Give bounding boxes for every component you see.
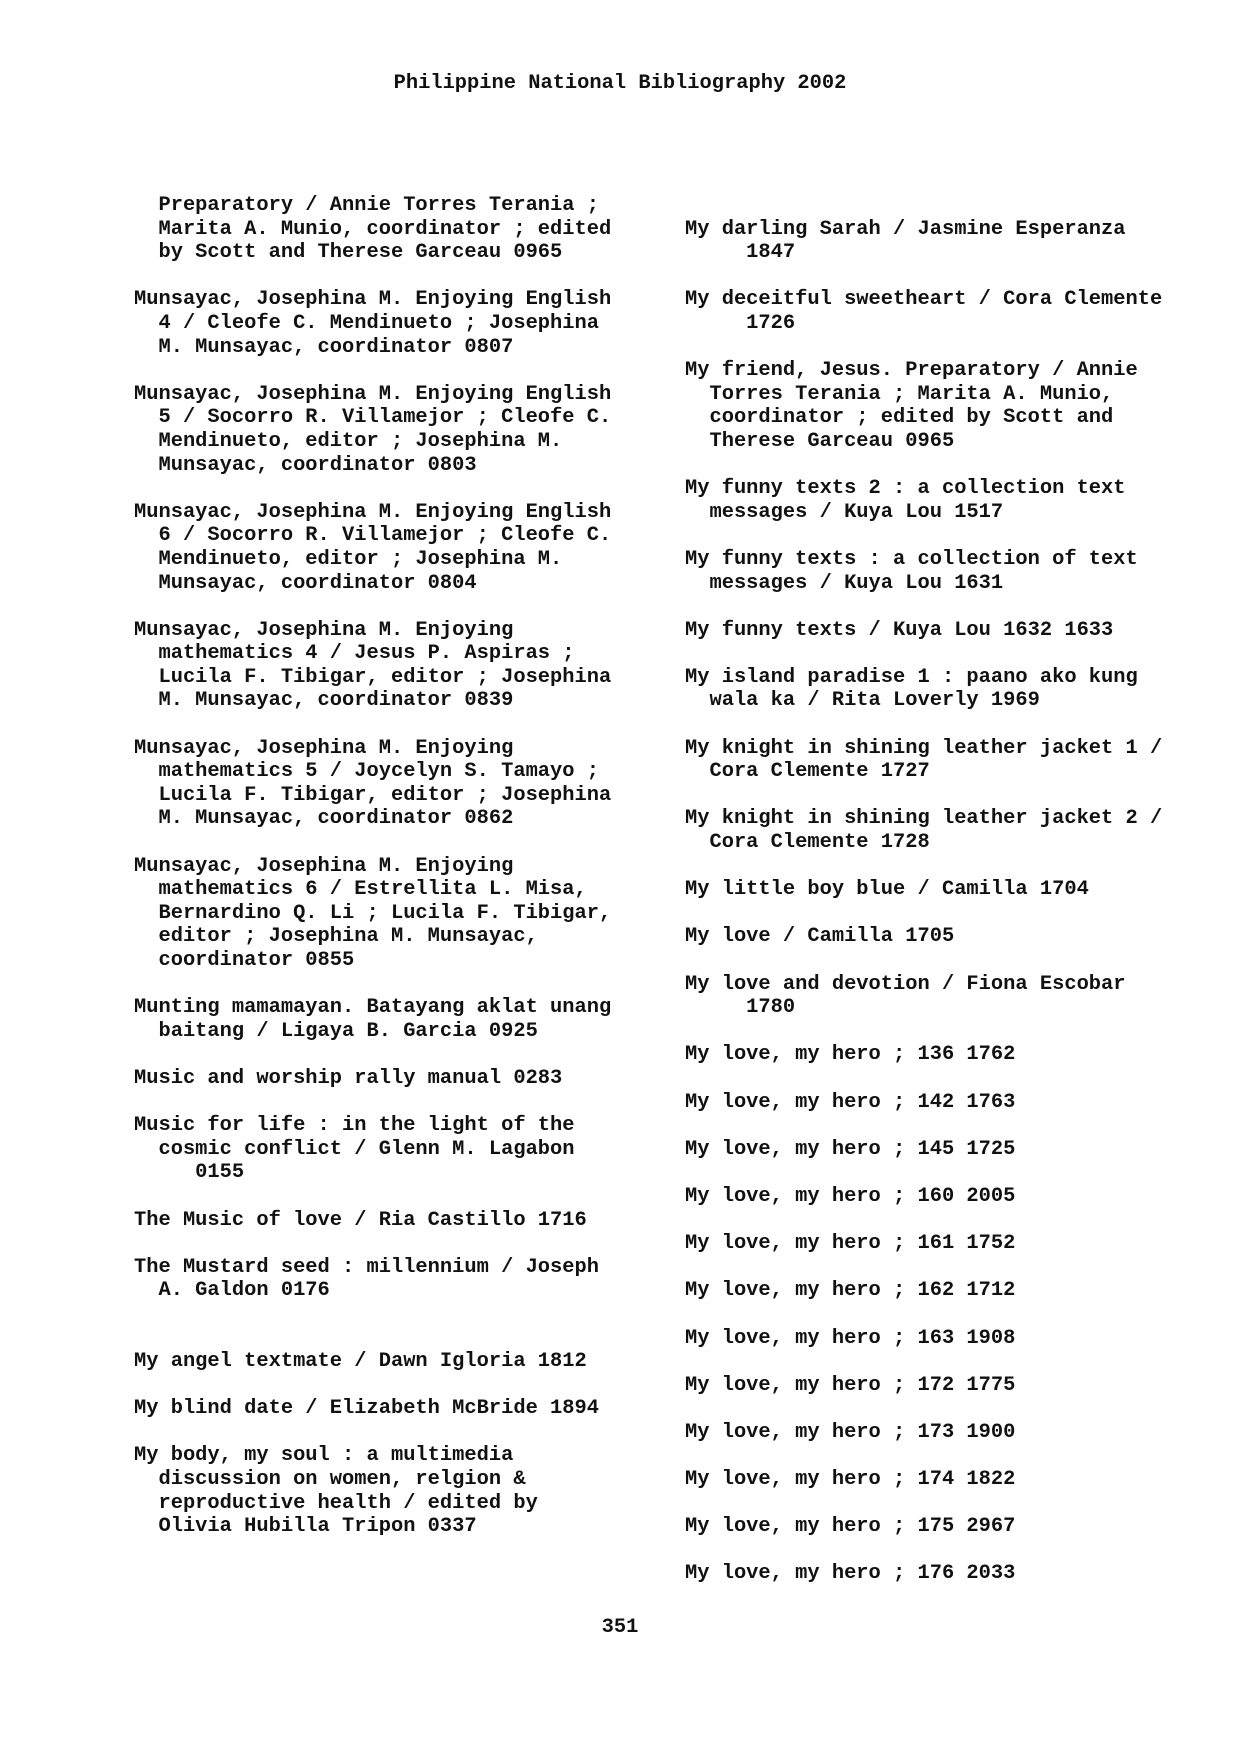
entry-line: My blind date / Elizabeth McBride 1894 (134, 1397, 599, 1421)
bibliography-entry (134, 619, 624, 713)
bibliography-entry (685, 878, 1205, 902)
bibliography-entry (685, 359, 1205, 453)
entry-line: My love, my hero ; 172 1775 (685, 1373, 1016, 1397)
bibliography-entry (685, 1138, 1205, 1162)
entry-line: My love, my hero ; 136 1762 (685, 1043, 1016, 1067)
entry-line: 6 / Socorro R. Villamejor ; Cleofe C. (134, 524, 612, 548)
bibliography-entry (134, 1067, 624, 1091)
entry-line: editor ; Josephina M. Munsayac, (134, 925, 538, 949)
bibliography-entry (134, 288, 624, 359)
entry-line: Therese Garceau 0965 (685, 429, 955, 453)
entry-line: My funny texts / Kuya Lou 1632 1633 (685, 618, 1114, 642)
entry-line: Mendinueto, editor ; Josephina M. (134, 429, 563, 453)
entry-line: mathematics 6 / Estrellita L. Misa, (134, 878, 587, 902)
bibliography-entry (685, 1185, 1205, 1209)
bibliography-entry (685, 1279, 1205, 1303)
entry-line: by Scott and Therese Garceau 0965 (134, 241, 563, 265)
bibliography-entry (685, 925, 1205, 949)
bibliography-entry (685, 288, 1205, 335)
entry-line: coordinator 0855 (134, 949, 355, 972)
bibliography-entry (134, 501, 624, 595)
entry-line: discussion on women, relgion & (134, 1468, 526, 1492)
entry-line: My darling Sarah / Jasmine Esperanza (685, 217, 1126, 241)
bibliography-entry (685, 1043, 1205, 1067)
entry-line: Munsayac, Josephina M. Enjoying (134, 618, 514, 642)
bibliography-entry (685, 1374, 1205, 1398)
entry-line: Munsayac, Josephina M. Enjoying (134, 854, 514, 878)
entry-line: 0155 (134, 1161, 245, 1185)
bibliography-entry (134, 1209, 624, 1233)
entry-line: wala ka / Rita Loverly 1969 (685, 689, 1040, 713)
entry-line: Munsayac, Josephina M. Enjoying English (134, 500, 612, 524)
bibliography-entry (134, 1256, 624, 1303)
entry-line: My love, my hero ; 173 1900 (685, 1420, 1016, 1444)
spacer (685, 194, 1205, 218)
bibliography-entry (685, 1232, 1205, 1256)
entry-line: The Mustard seed : millennium / Joseph (134, 1255, 599, 1279)
running-header: Philippine National Bibliography 2002 (393, 72, 847, 95)
spacer (134, 1327, 624, 1351)
bibliography-entry (685, 973, 1205, 1020)
entry-line: My love, my hero ; 145 1725 (685, 1137, 1016, 1161)
bibliography-entry (685, 666, 1205, 713)
bibliography-entry (685, 619, 1205, 643)
entry-line: My love, my hero ; 174 1822 (685, 1468, 1016, 1492)
bibliography-entry (134, 1114, 624, 1185)
entry-line: Preparatory / Annie Torres Terania ; (134, 194, 599, 217)
entry-line: baitang / Ligaya B. Garcia 0925 (134, 1019, 538, 1043)
entry-line: Munsayac, Josephina M. Enjoying (134, 736, 514, 760)
bibliography-entry (134, 1444, 624, 1538)
entry-line: M. Munsayac, coordinator 0807 (134, 335, 514, 359)
entry-line: mathematics 4 / Jesus P. Aspiras ; (134, 642, 575, 666)
entry-line: My island paradise 1 : paano ako kung (685, 665, 1138, 689)
entry-line: My angel textmate / Dawn Igloria 1812 (134, 1350, 587, 1374)
entry-line: My funny texts 2 : a collection text (685, 477, 1126, 501)
entry-line: 1780 (685, 996, 796, 1020)
entry-line: Marita A. Munio, coordinator ; edited (134, 217, 612, 241)
entry-line: My love, my hero ; 142 1763 (685, 1090, 1016, 1114)
bibliography-entry (685, 1421, 1205, 1445)
entry-line: Olivia Hubilla Tripon 0337 (134, 1515, 477, 1539)
entry-line: 1726 (685, 311, 796, 335)
entry-line: Music for life : in the light of the (134, 1114, 575, 1138)
entry-line: coordinator ; edited by Scott and (685, 406, 1114, 430)
right-column (685, 194, 1205, 1610)
entry-line: My funny texts : a collection of text (685, 547, 1138, 571)
bibliography-entry (685, 548, 1205, 595)
entry-line: Cora Clemente 1727 (685, 760, 930, 784)
entry-line: My love, my hero ; 162 1712 (685, 1279, 1016, 1303)
entry-line: My love / Camilla 1705 (685, 925, 955, 949)
entry-line: Torres Terania ; Marita A. Munio, (685, 382, 1114, 406)
entry-line: M. Munsayac, coordinator 0839 (134, 689, 514, 713)
entry-line: 5 / Socorro R. Villamejor ; Cleofe C. (134, 406, 612, 430)
entry-line: 1847 (685, 241, 796, 265)
left-column (134, 194, 624, 1562)
entry-line: Cora Clemente 1728 (685, 831, 930, 855)
entry-line: My body, my soul : a multimedia (134, 1444, 514, 1468)
bibliography-entry (685, 1327, 1205, 1351)
bibliography-entry (134, 737, 624, 831)
bibliography-entry (685, 477, 1205, 524)
entry-line: Munsayac, coordinator 0803 (134, 453, 477, 477)
entry-line: reproductive health / edited by (134, 1491, 538, 1515)
entry-line: My little boy blue / Camilla 1704 (685, 878, 1089, 902)
entry-line: Mendinueto, editor ; Josephina M. (134, 547, 563, 571)
entry-line: messages / Kuya Lou 1517 (685, 500, 1004, 524)
entry-line: Munting mamamayan. Batayang aklat unang (134, 996, 612, 1020)
entry-line: Music and worship rally manual 0283 (134, 1066, 563, 1090)
entry-line: My knight in shining leather jacket 2 / (685, 807, 1163, 831)
entry-line: 4 / Cleofe C. Mendinueto ; Josephina (134, 311, 599, 335)
entry-line: Lucila F. Tibigar, editor ; Josephina (134, 783, 612, 807)
entry-line: Munsayac, Josephina M. Enjoying English (134, 382, 612, 406)
entry-line: My friend, Jesus. Preparatory / Annie (685, 359, 1138, 383)
entry-line: My love, my hero ; 163 1908 (685, 1326, 1016, 1350)
entry-line: M. Munsayac, coordinator 0862 (134, 807, 514, 831)
entry-line: My deceitful sweetheart / Cora Clemente (685, 288, 1163, 312)
entry-line: My love, my hero ; 175 2967 (685, 1515, 1016, 1539)
entry-line: Bernardino Q. Li ; Lucila F. Tibigar, (134, 901, 612, 925)
entry-line: The Music of love / Ria Castillo 1716 (134, 1208, 587, 1232)
entry-line: My knight in shining leather jacket 1 / (685, 736, 1163, 760)
entry-line: My love, my hero ; 160 2005 (685, 1184, 1016, 1208)
entry-line: messages / Kuya Lou 1631 (685, 571, 1004, 595)
entry-line: A. Galdon 0176 (134, 1279, 330, 1303)
bibliography-entry (134, 1397, 624, 1421)
page-number: 351 (601, 1616, 639, 1639)
bibliography-entry (134, 996, 624, 1043)
bibliography-entry (134, 1350, 624, 1374)
bibliography-entry (685, 1562, 1205, 1586)
entry-line: mathematics 5 / Joycelyn S. Tamayo ; (134, 760, 599, 784)
bibliography-entry (685, 737, 1205, 784)
bibliography-entry (685, 1091, 1205, 1115)
entry-line: My love and devotion / Fiona Escobar (685, 972, 1126, 996)
entry-line: Munsayac, coordinator 0804 (134, 571, 477, 595)
entry-line: My love, my hero ; 176 2033 (685, 1562, 1016, 1586)
entry-line: Munsayac, Josephina M. Enjoying English (134, 288, 612, 312)
entry-line: Lucila F. Tibigar, editor ; Josephina (134, 665, 612, 689)
bibliography-entry (685, 1515, 1205, 1539)
bibliography-entry (685, 807, 1205, 854)
bibliography-entry (134, 194, 624, 265)
bibliography-entry (134, 855, 624, 973)
entry-line: cosmic conflict / Glenn M. Lagabon (134, 1137, 575, 1161)
bibliography-entry (134, 383, 624, 477)
entry-line: My love, my hero ; 161 1752 (685, 1232, 1016, 1256)
bibliography-entry (685, 1468, 1205, 1492)
bibliography-entry (685, 218, 1205, 265)
